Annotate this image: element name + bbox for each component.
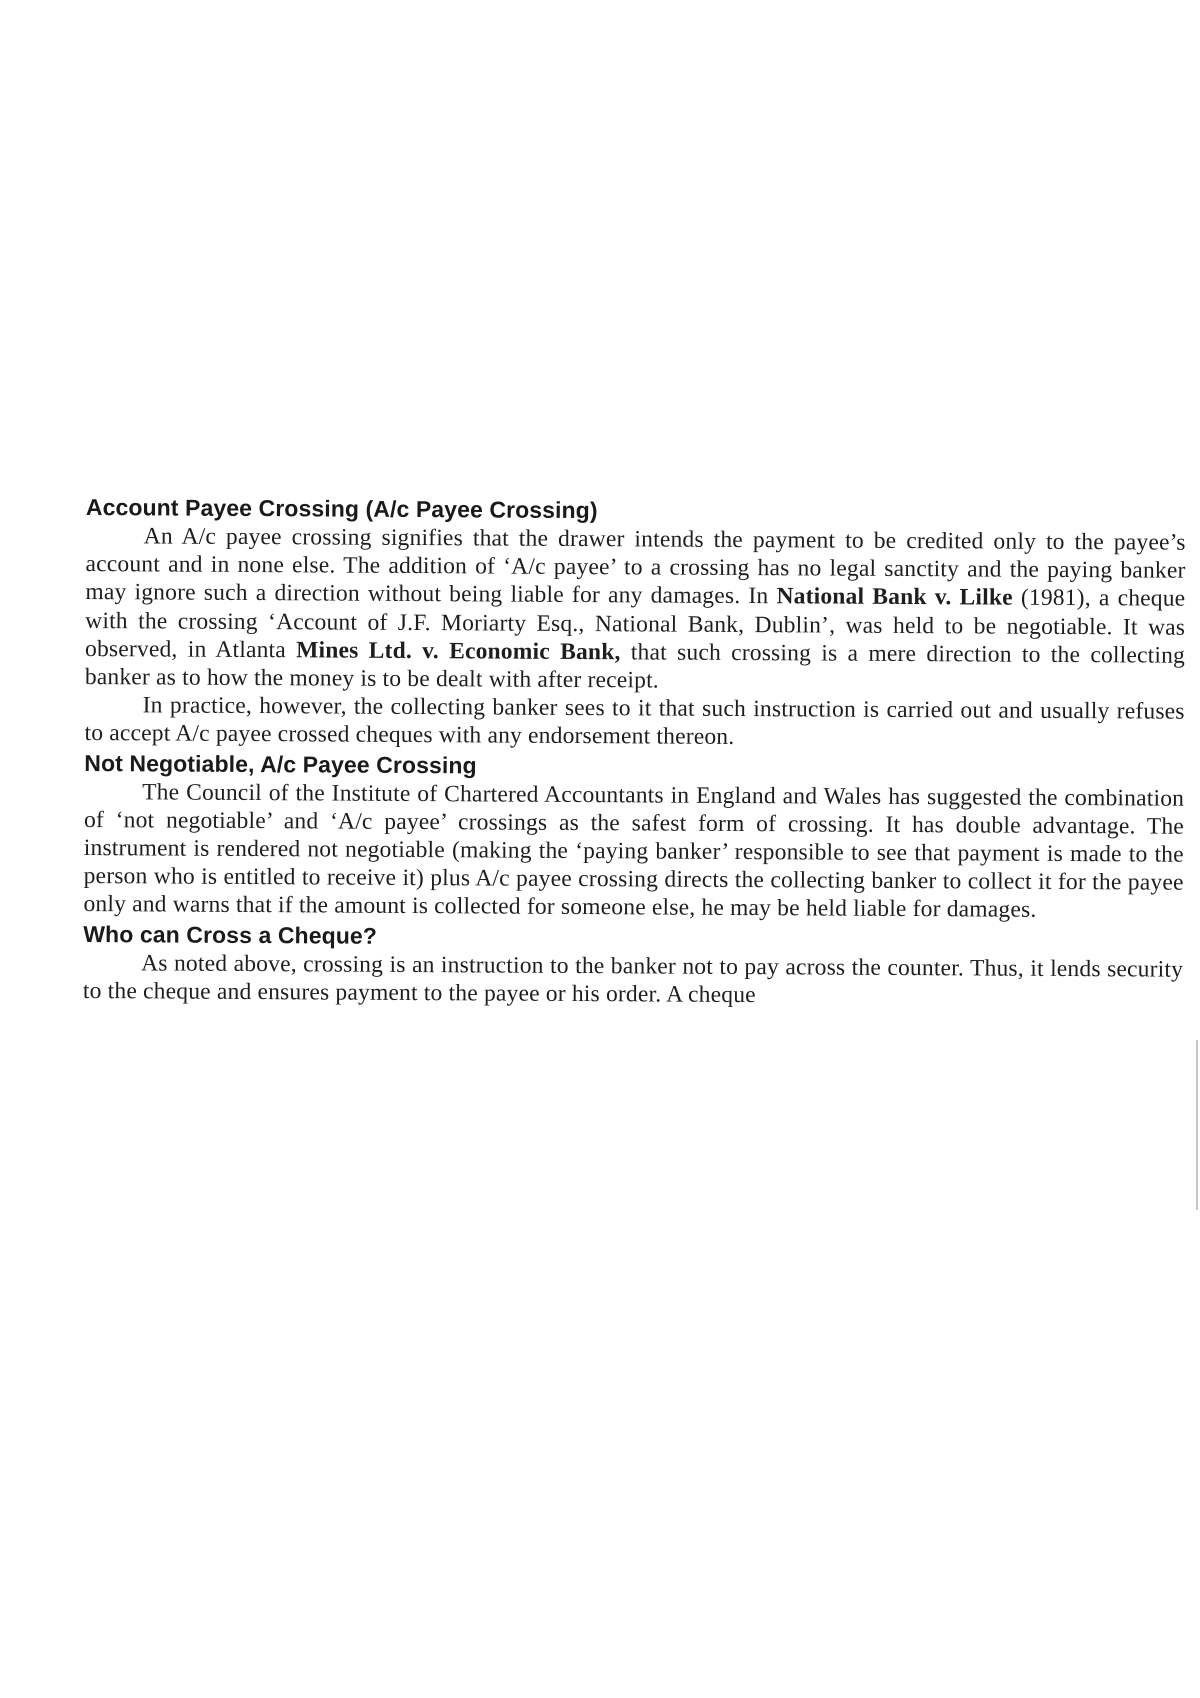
paragraph-who-can-cross: As noted above, crossing is an instruction to the banker not to pay across the counter. Thus, it lends security to the cheque and ensures payment to the payee or his order. A cheque: [82, 949, 1184, 1008]
case-name-mines-ltd: Mines Ltd. v. Economic Bank,: [296, 637, 621, 666]
paragraph-account-payee-practice: In practice, however, the collecting banker sees to it that such instruction is carried out and usually refuses to accept A/c payee crossed cheques with any endorsement thereon.: [84, 692, 1185, 751]
text-run: that such crossing is a mere direction to the collecting banker as to how the money is to be dealt with after receipt.: [84, 639, 1186, 694]
case-name-national-bank: National Bank v. Lilke: [776, 583, 1013, 612]
text-run: (1981), a cheque with the crossing ‘Account of J.F. Moriarty Esq., National Bank, Dublin’, was held to be negotiable. It was observed, in Atlanta: [84, 585, 1186, 664]
paragraph-account-payee-intro: [85, 522, 1186, 698]
page-edge-shadow: [1196, 1040, 1198, 1210]
heading-not-negotiable: Not Negotiable, A/c Payee Crossing: [84, 749, 477, 779]
text-run: An A/c payee crossing signifies that the drawer intends the payment to be credited only to the payee’s account and in none else. The addition of ‘A/c payee’ to a crossing has no legal sanctity and the paying banker may ignore such a direction without being liable for any damages. In: [85, 523, 1186, 610]
text-content: [83, 492, 1186, 1012]
heading-who-can-cross: Who can Cross a Cheque?: [83, 920, 378, 949]
heading-account-payee-crossing: Account Payee Crossing (A/c Payee Crossing): [85, 493, 598, 524]
paragraph-not-negotiable: The Council of the Institute of Chartered Accountants in England and Wales has suggested the combination of ‘not negotiable’ and ‘A/c payee’ crossings as the safest form of crossing. It has double advantage. The instrument is rendered not negotiable (making the ‘paying banker’ responsible to see that payment is made to the person who is entitled to receive it) plus A/c payee crossing directs the collecting banker to collect it for the payee only and warns that if the amount is collected for someone else, he may be held liable for damages.: [83, 778, 1185, 924]
